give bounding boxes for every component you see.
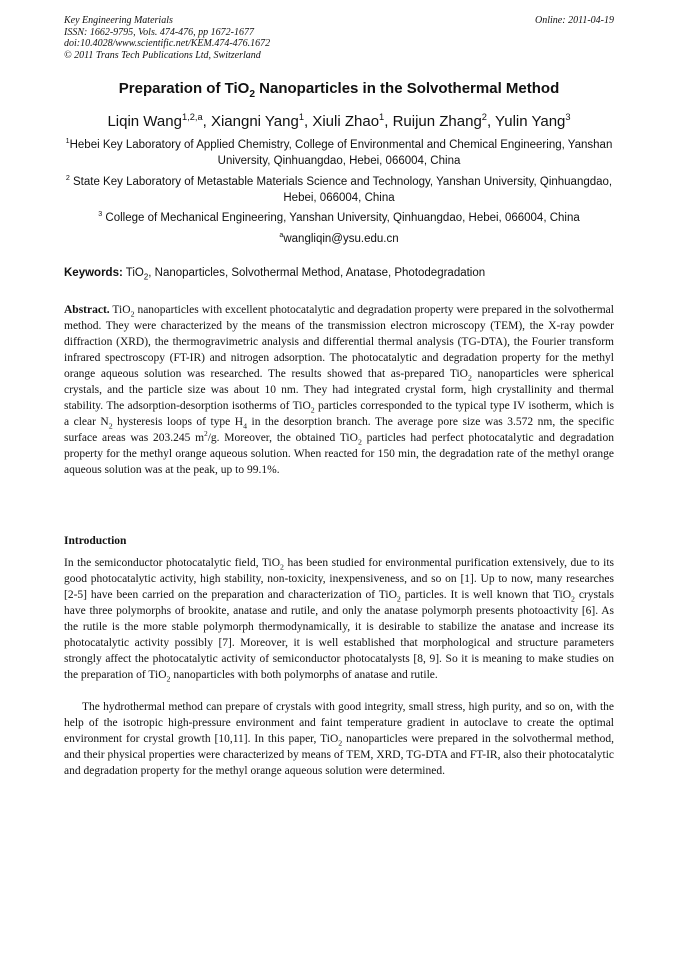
paper-title: Preparation of TiO$_2$ Nanoparticles in the Solvothermal Method	[118, 80, 560, 100]
section-heading-introduction: Introduction	[64, 535, 127, 547]
author: Ruijun Zhang$^2$,	[392, 112, 496, 130]
keywords: Keywords: TiO$_2$, Nanoparticles, Solvothermal Method, Anatase, Photodegradation	[64, 267, 486, 282]
author: Liqin Wang$^{1,2,a}$,	[107, 112, 211, 130]
affiliation-3: $^3$ College of Mechanical Engineering, Yanshan University, Qinhuangdao, Hebei, 066004, China	[98, 210, 580, 224]
author: Yulin Yang$^3$	[495, 112, 571, 130]
journal-issn: ISSN: 1662-9795, Vols. 474-476, pp 1672-1677	[64, 26, 254, 38]
journal-doi: doi:10.4028/www.scientific.net/KEM.474-476.1672	[64, 38, 271, 49]
journal-name: Key Engineering Materials	[64, 15, 173, 26]
author: Xiuli Zhao$^1$,	[312, 112, 393, 130]
introduction-paragraph-2: The hydrothermal method can prepare of crystals with good integrity, small stress, high purity, and so on, with the help of the isotropic high-pressure environment and faint temperature gradient in autoclave to create the optimal environment for crystal growth [10,11]. In this paper, TiO$_2$ nanoparticles were prepared in the solvothermal method, and their physical properties were characterized by means of TEM, XRD, TG-DTA and FT-IR, also their photocatalytic and degradation property for the methyl orange aqueous solution were determined.	[64, 701, 615, 777]
author-list	[0, 113, 678, 130]
affiliation-2: $^2$ State Key Laboratory of Metastable Materials Science and Technology, Yanshan University, Qinhuangdao, Hebei, 066004, China	[65, 174, 613, 204]
author: Xiangni Yang$^1$,	[210, 112, 313, 130]
abstract: Abstract. TiO$_2$ nanoparticles with excellent photocatalytic and degradation property were prepared in the solvothermal method. They were characterized by the means of the transmission electron microscopy (TEM), the X-ray powder diffraction (XRD), the thermogravimetric analysis and differential thermal analysis (TG-DTA), the Fourier transform infrared spectroscopy (FT-IR) and nitrogen adsorption. The photocatalytic and degradation property for the methyl orange aqueous solution was researched. The results showed that as-prepared TiO$_2$ nanoparticles were spherical crystals, and the particle size was about 10 nm. They had integrated crystal form, high crystallinity and thermal stability. The adsorption-desorption isotherms of TiO$_2$ particles corresponded to the typical type IV isotherm, which is a clear $N_2$ hysteresis loops of type $H_4$ in the desorption branch. The average pore size was 3.572 nm, the specific surface areas was 203.245 $m^2/g$. Moreover, the obtained TiO$_2$ particles had perfect photocatalytic and degradation property for the methyl orange aqueous solution. When reacted for 150 min, the degradation rate of the methyl orange aqueous solution was at the peak, up to 99.1%.	[64, 304, 615, 476]
keywords-label: Keywords:	[64, 267, 123, 279]
affiliation-1: $^1$Hebei Key Laboratory of Applied Chemistry, College of Environmental and Chemical Engineering, Yanshan University, Qinhuangdao, Hebei, 066004, China	[65, 137, 613, 167]
abstract-label: Abstract.	[64, 304, 110, 316]
journal-header	[64, 15, 270, 61]
introduction-paragraph-1: In the semiconductor photocatalytic field, TiO$_2$ has been studied for environmental purification extensively, due to its good photocatalytic activity, high stability, non-toxicity, inexpensiveness, and so on [1]. Up to now, many researches [2-5] have been carried on the preparation and characterization of TiO$_2$ particles. It is well known that TiO$_2$ crystals have three polymorphs of brookite, anatase and rutile, and only the anatase polymorph presents photoactivity [6]. As the rutile is the more stable polymorph thermodynamically, it is desirable to stabilize the anatase and increase its photocatalytic activity possibly [7]. Moreover, it is well established that morphological and structure parameters strongly affect the photocatalytic activity of semiconductor photocatalysts [8, 9]. So it is meaning to make studies on the preparation of TiO$_2$ nanoparticles with both polymorphs of anatase and rutile.	[64, 557, 615, 684]
author-email: $^a$wangliqin@ysu.edu.cn	[279, 231, 399, 245]
journal-copyright: © 2011 Trans Tech Publications Ltd, Switzerland	[64, 49, 261, 61]
online-date: Online: 2011-04-19	[535, 15, 614, 26]
